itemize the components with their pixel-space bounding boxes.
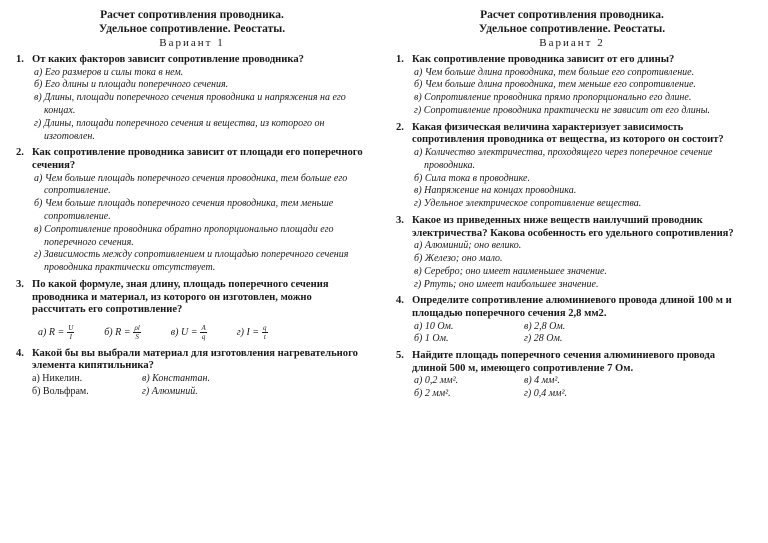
fraction: $\frac{\rho l}{S}$ [134, 324, 140, 342]
v2-q5-options [414, 375, 748, 401]
v2-q3-option-b: б) Железо; оно мало. [414, 252, 503, 264]
v2-q2-option-a: а) Количество электричества, проходящего через поперечное сечение проводника. [414, 146, 713, 171]
fraction: $\frac{q}{t}$ [263, 324, 267, 342]
v2-question-5: 5. Найдите площадь поперечного сечения алюминиевого провода длиной 500 м, имеющего сопротивление 7 Ом. [396, 350, 716, 374]
v1-q4-option-d: г) Алюминий. [142, 385, 198, 397]
formula-option-c: в) U = $\frac{A}{q}$ [170, 324, 206, 342]
v2-variant: Вариант 2 [539, 37, 605, 49]
variant-2-column [396, 8, 748, 401]
v2-q5-option-c: в) 4 мм². [524, 375, 560, 387]
v1-question-4: 4. Какой бы вы выбрали материал для изготовления нагревательного элемента кипятильника? [16, 347, 358, 372]
formula-option-a: а) R = $\frac{U}{I}$ [38, 324, 74, 342]
v1-title: Расчет сопротивления проводника. [100, 9, 284, 21]
fraction: $\frac{U}{I}$ [68, 324, 74, 342]
v2-title: Расчет сопротивления проводника. [480, 9, 664, 21]
v2-q2-option-d: г) Удельное электрическое сопротивление вещества. [414, 198, 642, 210]
formula-option-b: б) R = $\frac{\rho l}{S}$ [104, 324, 140, 342]
v1-q4-options [32, 373, 368, 399]
v1-q1-option-d: г) Длины, площади поперечного сечения и вещества, из которого он изготовлен. [34, 117, 325, 142]
v2-q1-option-a: а) Чем больше длина проводника, тем больше его сопротивление. [414, 66, 695, 78]
formula-option-d: г) I = $\frac{q}{t}$ [236, 324, 267, 342]
v2-q5-option-d: г) 0,4 мм². [524, 388, 567, 400]
v2-q5-option-a: а) 0,2 мм². [414, 375, 459, 387]
v2-q2-option-b: б) Сила тока в проводнике. [414, 172, 530, 184]
v2-question-3: 3. Какое из приведенных ниже веществ наилучший проводник электричества? Какова особенность его удельного сопротивления? [396, 214, 734, 239]
v1-q3-formulas [38, 322, 368, 344]
v1-q1-option-a: а) Его размеров и силы тока в нем. [34, 66, 184, 78]
fraction: $\frac{A}{q}$ [201, 324, 206, 342]
v1-question-1: 1. От каких факторов зависит сопротивление проводника? [16, 54, 304, 65]
v1-q1-option-c: в) Длины, площади поперечного сечения проводника и напряжения на его концах. [34, 92, 346, 116]
v2-q4-option-a: а) 10 Ом. [414, 320, 454, 332]
v1-q4-option-c: в) Константан. [142, 372, 210, 384]
v1-q4-option-a: а) Никелин. [32, 372, 83, 384]
v1-q2-option-c: в) Сопротивление проводника обратно пропорционально площади его поперечного сечения. [34, 223, 334, 248]
v2-q3-option-d: г) Ртуть; оно имеет наибольшее значение. [414, 278, 599, 290]
v1-question-3: 3. По какой формуле, зная длину, площадь поперечного сечения проводника и материал, из которого он изготовлен, можно рассчитать его сопротивление? [16, 278, 329, 316]
v1-question-2: 2. Как сопротивление проводника зависит от площади его поперечного сечения? [16, 147, 363, 171]
v2-q5-option-b: б) 2 мм². [414, 388, 451, 400]
v1-q2-option-a: а) Чем больше площадь поперечного сечения проводника, тем больше его сопротивление. [34, 172, 348, 197]
v2-question-4: 4. Определите сопротивление алюминиевого провода длиной 100 м и площадью поперечного сечения 2,8 мм2. [396, 295, 732, 319]
v1-q2-option-b: б) Чем больше площадь поперечного сечения проводника, тем меньше сопротивление. [34, 198, 334, 222]
v2-q4-option-b: б) 1 Ом. [414, 333, 449, 345]
variant-1-column [16, 8, 368, 399]
v2-q1-option-b: б) Чем больше длина проводника, тем меньше его сопротивление. [414, 79, 696, 91]
v1-q1-option-b: б) Его длины и площади поперечного сечения. [34, 79, 229, 91]
v2-question-1: 1. Как сопротивление проводника зависит от его длины? [396, 54, 675, 65]
v2-q2-option-c: в) Напряжение на концах проводника. [414, 185, 577, 197]
v1-subtitle: Удельное сопротивление. Реостаты. [98, 23, 286, 35]
v1-variant: Вариант 1 [159, 37, 225, 49]
v2-q1-option-c: в) Сопротивление проводника прямо пропорционально его длине. [414, 92, 692, 104]
v2-q4-option-c: в) 2,8 Ом. [524, 320, 566, 332]
v2-question-2: 2. Какая физическая величина характеризует зависимость сопротивления проводника от вещества, из которого он состоит? [396, 121, 724, 146]
v2-q4-option-d: г) 28 Ом. [524, 333, 563, 345]
v2-q3-option-c: в) Серебро; оно имеет наименьшее значение. [414, 265, 607, 277]
v2-subtitle: Удельное сопротивление. Реостаты. [478, 23, 666, 35]
v2-q1-option-d: г) Сопротивление проводника практически не зависит от его длины. [414, 104, 710, 116]
v1-q2-option-d: г) Зависимость между сопротивлением и площадью поперечного сечения проводника практически отсутствует. [34, 249, 349, 274]
v1-q4-option-b: б) Вольфрам. [32, 385, 89, 397]
v2-q3-option-a: а) Алюминий; оно велико. [414, 240, 522, 252]
v2-q4-options [414, 321, 748, 347]
